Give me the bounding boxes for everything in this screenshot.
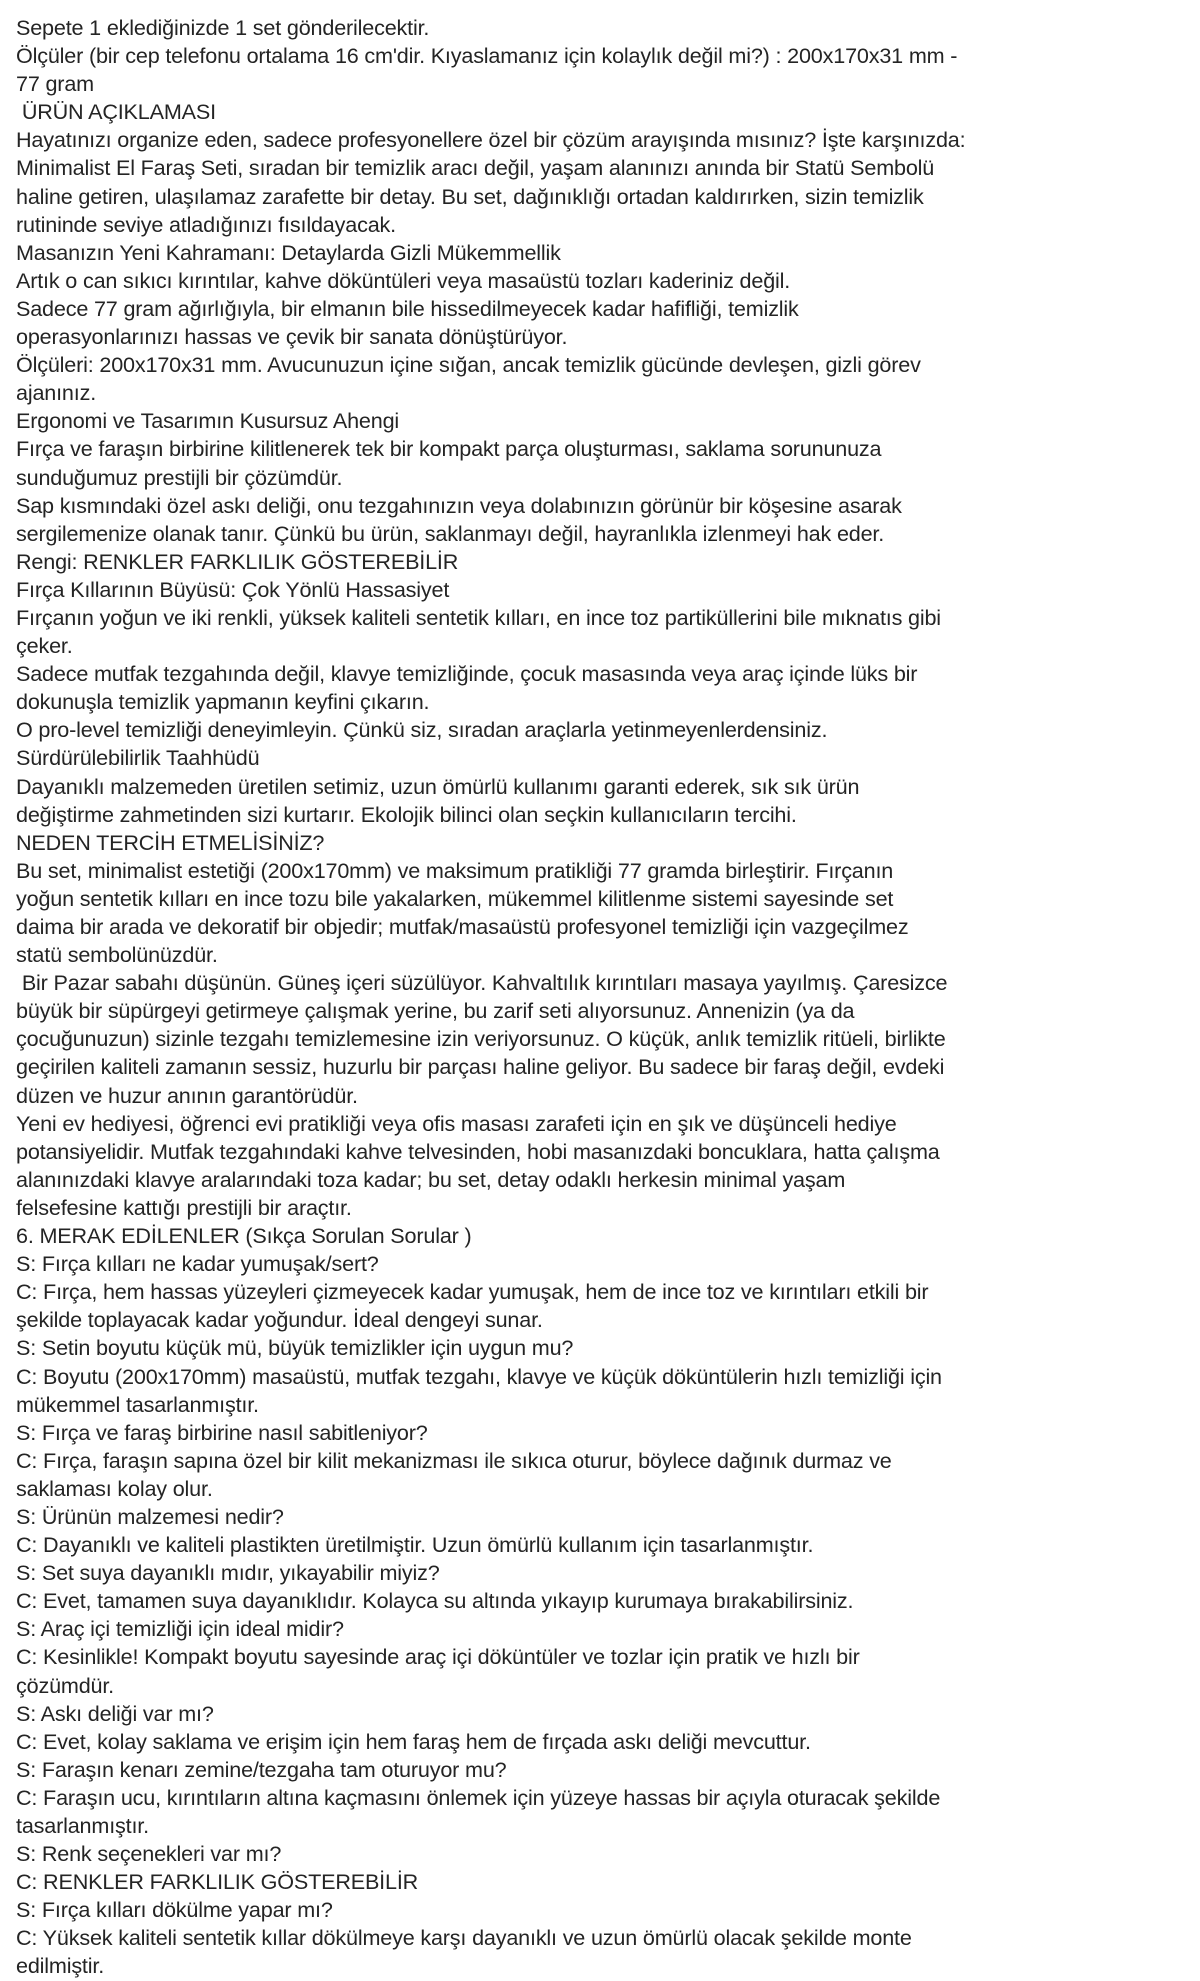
text-line: ajanınız. — [16, 380, 97, 406]
text-line: S: Setin boyutu küçük mü, büyük temizlikler için uygun mu? — [16, 1335, 574, 1361]
text-line: mükemmel tasarlanmıştır. — [16, 1391, 259, 1417]
text-line: Sürdürülebilirlik Taahhüdü — [16, 745, 260, 771]
text-line: büyük bir süpürgeyi getirmeye çalışmak yerine, bu zarif seti alıyorsunuz. Annenizin (ya da — [16, 998, 855, 1024]
text-line: C: Yüksek kaliteli sentetik kıllar dökülmeye karşı dayanıklı ve uzun ömürlü olacak şekilde monte — [16, 1925, 912, 1951]
text-line: yoğun sentetik kılları en ince tozu bile yakalarken, mükemmel kilitlenme sistemi sayesinde set — [16, 885, 894, 911]
text-line: S: Set suya dayanıklı mıdır, yıkayabilir miyiz? — [16, 1560, 440, 1586]
text-line: Ölçüler (bir cep telefonu ortalama 16 cm'dir. Kıyaslamanız için kolaylık değil mi?) : 200x170x31 mm - — [16, 43, 958, 69]
text-line: saklaması kolay olur. — [16, 1475, 213, 1501]
text-line: Hayatınızı organize eden, sadece profesyonellere özel bir çözüm arayışında mısınız? İşte karşınızda: — [16, 127, 966, 153]
text-line: sunduğumuz prestijli bir çözümdür. — [16, 464, 343, 490]
text-line: S: Fırça kılları dökülme yapar mı? — [16, 1897, 333, 1923]
text-line: statü sembolünüzdür. — [16, 942, 218, 968]
text-line: rutininde seviye atladığınızı fısıldayacak. — [16, 211, 396, 237]
text-line: Ölçüleri: 200x170x31 mm. Avucunuzun içine sığan, ancak temizlik gücünde devleşen, gizli görev — [16, 352, 921, 378]
text-line: C: Faraşın ucu, kırıntıların altına kaçmasını önlemek için yüzeye hassas bir açıyla oturacak şekilde — [16, 1784, 941, 1810]
text-line: Dayanıklı malzemeden üretilen setimiz, uzun ömürlü kullanımı garanti ederek, sık sık ürün — [16, 773, 860, 799]
text-line: Sadece 77 gram ağırlığıyla, bir elmanın bile hissedilmeyecek kadar hafifliği, temizlik — [16, 295, 799, 321]
text-line: daima bir arada ve dekoratif bir objedir; mutfak/masaüstü profesyonel temizliği için vazgeçilmez — [16, 914, 909, 939]
text-line: Rengi: RENKLER FARKLILIK GÖSTEREBİLİR — [16, 548, 459, 574]
text-line: haline getiren, ulaşılamaz zarafette bir detay. Bu set, dağınıklığı ortadan kaldırırken, sizin temizlik — [16, 183, 924, 209]
text-line: şekilde toplayacak kadar yoğundur. İdeal dengeyi sunar. — [16, 1307, 543, 1333]
text-line: sergilemenize olanak tanır. Çünkü bu ürün, saklanmayı değil, hayranlıkla izlenmeyi hak eder. — [16, 520, 885, 546]
text-line: S: Araç içi temizliği için ideal midir? — [16, 1616, 344, 1642]
text-line: C: Fırça, hem hassas yüzeyleri çizmeyecek kadar yumuşak, hem de ince toz ve kırıntıları etkili bir — [16, 1279, 929, 1305]
text-line: Sepete 1 eklediğinizde 1 set gönderilecektir. — [16, 15, 430, 40]
text-line: Fırça ve faraşın birbirine kilitlenerek tek bir kompakt parça oluşturması, saklama sorununuza — [16, 436, 882, 462]
text-line: C: Boyutu (200x170mm) masaüstü, mutfak tezgahı, klavye ve küçük döküntülerin hızlı temizliği için — [16, 1363, 942, 1389]
product-description-text-block — [16, 14, 1076, 1981]
text-line: Ergonomi ve Tasarımın Kusursuz Ahengi — [16, 408, 400, 434]
text-line: edilmiştir. — [16, 1953, 105, 1979]
text-line: C: Evet, tamamen suya dayanıklıdır. Kolayca su altında yıkayıp kurumaya bırakabilirsiniz. — [16, 1588, 854, 1614]
text-line: çeker. — [16, 633, 73, 659]
text-line: çözümdür. — [16, 1672, 114, 1698]
text-line: S: Fırça kılları ne kadar yumuşak/sert? — [16, 1251, 379, 1277]
text-line: Fırçanın yoğun ve iki renkli, yüksek kaliteli sentetik kılları, en ince toz partiküllerini bile mıknatıs gibi — [16, 604, 941, 630]
text-line: NEDEN TERCİH ETMELİSİNİZ? — [16, 829, 325, 855]
text-line: S: Fırça ve faraş birbirine nasıl sabitleniyor? — [16, 1419, 428, 1445]
text-line: geçirilen kaliteli zamanın sessiz, huzurlu bir parçası haline geliyor. Bu sadece bir faraş değil, evdeki — [16, 1054, 945, 1080]
text-line: S: Renk seçenekleri var mı? — [16, 1841, 282, 1867]
text-line: S: Faraşın kenarı zemine/tezgaha tam oturuyor mu? — [16, 1756, 507, 1782]
text-line: tasarlanmıştır. — [16, 1813, 149, 1838]
text-line: Minimalist El Faraş Seti, sıradan bir temizlik aracı değil, yaşam alanınızı anında bir Statü Sembolü — [16, 155, 935, 181]
text-line: operasyonlarınızı hassas ve çevik bir sanata dönüştürüyor. — [16, 324, 568, 350]
text-line: potansiyelidir. Mutfak tezgahındaki kahve telvesinden, hobi masanızdaki boncuklara, hatta çalışma — [16, 1138, 940, 1164]
text-line: Artık o can sıkıcı kırıntılar, kahve döküntüleri veya masaüstü tozları kaderiniz değil. — [16, 267, 791, 293]
text-line: alanınızdaki klavye aralarındaki toza kadar; bu set, detay odaklı herkesin minimal yaşam — [16, 1166, 846, 1192]
text-line: Masanızın Yeni Kahramanı: Detaylarda Gizli Mükemmellik — [16, 239, 561, 265]
text-line: ÜRÜN AÇIKLAMASI — [16, 99, 216, 125]
text-line: C: Evet, kolay saklama ve erişim için hem faraş hem de fırçada askı deliği mevcuttur. — [16, 1728, 811, 1754]
text-line: felsefesine kattığı prestijli bir araçtır. — [16, 1194, 352, 1220]
text-line: dokunuşla temizlik yapmanın keyfini çıkarın. — [16, 689, 430, 715]
text-line: düzen ve huzur anının garantörüdür. — [16, 1082, 358, 1108]
text-line: Yeni ev hediyesi, öğrenci evi pratikliği veya ofis masası zarafeti için en şık ve düşünceli hediye — [16, 1110, 897, 1136]
text-line: C: Fırça, faraşın sapına özel bir kilit mekanizması ile sıkıca oturur, böylece dağınık durmaz ve — [16, 1447, 892, 1473]
text-line: Sadece mutfak tezgahında değil, klavye temizliğinde, çocuk masasında veya araç içinde lüks bir — [16, 661, 918, 687]
text-line: C: Kesinlikle! Kompakt boyutu sayesinde araç içi döküntüler ve tozlar için pratik ve hızlı bir — [16, 1644, 860, 1670]
text-line: Fırça Kıllarının Büyüsü: Çok Yönlü Hassasiyet — [16, 576, 450, 602]
text-line: Sap kısmındaki özel askı deliği, onu tezgahınızın veya dolabınızın görünür bir köşesine asarak — [16, 492, 902, 518]
text-line: Bu set, minimalist estetiği (200x170mm) ve maksimum pratikliği 77 gramda birleştirir. Fırçanın — [16, 857, 894, 883]
text-line: 77 gram — [16, 71, 94, 97]
text-line: O pro-level temizliği deneyimleyin. Çünkü siz, sıradan araçlarla yetinmeyenlerdensiniz. — [16, 717, 828, 743]
text-line: C: Dayanıklı ve kaliteli plastikten üretilmiştir. Uzun ömürlü kullanım için tasarlanmıştır. — [16, 1532, 814, 1558]
text-line: S: Askı deliği var mı? — [16, 1700, 214, 1726]
text-line: C: RENKLER FARKLILIK GÖSTEREBİLİR — [16, 1869, 419, 1895]
text-line: S: Ürünün malzemesi nedir? — [16, 1503, 284, 1529]
text-line: değiştirme zahmetinden sizi kurtarır. Ekolojik bilinci olan seçkin kullanıcıların tercihi. — [16, 801, 797, 827]
text-line: 6. MERAK EDİLENLER (Sıkça Sorulan Sorular ) — [16, 1223, 472, 1249]
text-line: Bir Pazar sabahı düşünün. Güneş içeri süzülüyor. Kahvaltılık kırıntıları masaya yayılmış. Çaresizce — [16, 970, 948, 996]
text-line: çocuğunuzun) sizinle tezgahı temizlemesine izin veriyorsunuz. O küçük, anlık temizlik ritüeli, birlikte — [16, 1026, 946, 1052]
